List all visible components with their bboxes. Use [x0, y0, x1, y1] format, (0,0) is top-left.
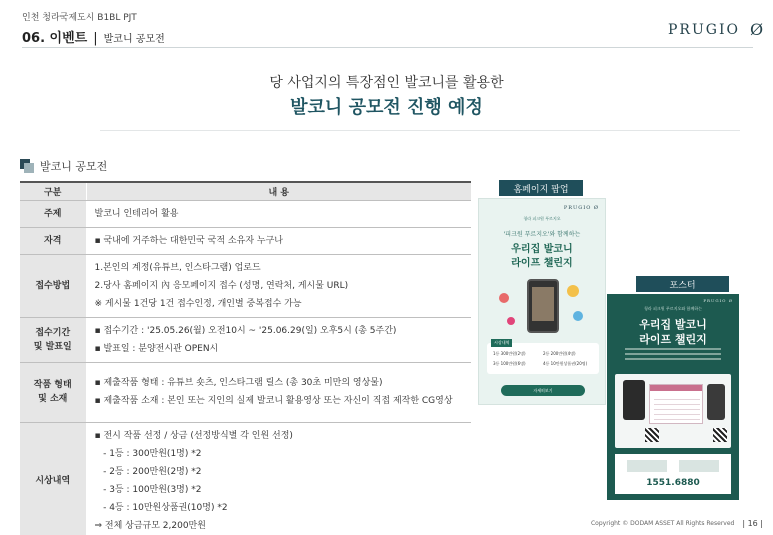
- row-label-text: 시상내역: [35, 475, 71, 486]
- row-label-text: 작품 형태: [33, 380, 72, 390]
- prize-item: 2등 200만원(4명): [543, 351, 576, 356]
- web-popup-detail-button[interactable]: 자세히보기: [501, 385, 585, 396]
- row-line: - 2등 : 200만원(2명) *2: [94, 466, 202, 477]
- row-label-text: 및 소재: [38, 394, 68, 404]
- web-popup-logo: PRUGIO Ø: [563, 205, 599, 211]
- web-popup-illustration: [497, 277, 589, 335]
- row-content-format: [86, 362, 471, 422]
- section-separator: |: [93, 31, 98, 46]
- row-content-topic: [86, 200, 471, 227]
- logo-mark-icon: Ø: [749, 20, 766, 39]
- footer: [591, 519, 763, 528]
- headline-subtitle: 당 사업지의 특장점인 발코니를 활용한: [269, 75, 504, 91]
- square-stack-icon: [20, 159, 34, 173]
- table-row: [20, 317, 471, 362]
- poster-preview: [607, 294, 739, 500]
- header-category: 구분: [20, 182, 86, 200]
- section-label-text: 발코니 공모전: [40, 160, 108, 173]
- poster-tag: 포스터: [636, 276, 729, 292]
- row-line: ▪ 접수기간 : '25.05.26(월) 오전10시 ~ '25.06.29(일) 오후5시 (총 5주간): [94, 325, 397, 336]
- prize-item: 1등 300만원(2명): [493, 351, 526, 356]
- row-content-eligibility: [86, 227, 471, 254]
- row-line: - 3등 : 100만원(3명) *2: [94, 484, 202, 495]
- row-content-method: [86, 254, 471, 317]
- table-row: [20, 422, 471, 535]
- project-name: 인천 청라국제도시 B1BL PJT: [22, 13, 137, 23]
- web-popup-prize-box: [487, 340, 599, 374]
- copyright-text: Copyright © DODAM ASSET All Rights Reserved: [590, 520, 735, 527]
- row-label-method: [20, 254, 86, 317]
- phone-illustration: [527, 279, 559, 333]
- web-popup-preview: [478, 198, 606, 405]
- table-row: [20, 200, 471, 227]
- row-line: ⇒ 전체 상금규모 2,200만원: [94, 520, 206, 531]
- thumbs-up-bubble-icon: [567, 285, 579, 297]
- row-label-text: 및 발표일: [33, 341, 72, 352]
- row-label-text: 접수기간: [35, 327, 71, 338]
- prugio-logo: [668, 20, 765, 39]
- row-label-text: 자격: [44, 235, 62, 246]
- row-label-period: [20, 317, 86, 362]
- row-content-period: [86, 317, 471, 362]
- row-line: 발코니 인테리어 활용: [94, 208, 179, 219]
- headline-title: 발코니 공모전 진행 예정: [290, 97, 483, 118]
- poster-logo: PRUGIO Ø: [703, 298, 733, 303]
- row-label-topic: [20, 200, 86, 227]
- contest-info-table: [20, 181, 471, 535]
- chat-bubble-icon: [573, 311, 583, 321]
- row-line: ▪ 발표일 : 분양전시관 OPEN시: [94, 343, 219, 354]
- row-line: 1.본인의 계정(유튜브, 인스타그램) 업로드: [94, 262, 261, 273]
- poster-caption-box: [627, 460, 667, 472]
- section-name: 발코니 공모전: [103, 34, 165, 45]
- row-label-awards: [20, 422, 86, 535]
- poster-bottom-panel: [615, 454, 731, 494]
- poster-small-text: 청라 피크원 푸르지오와 함께하는: [644, 306, 702, 311]
- row-content-awards: [86, 422, 471, 535]
- page-number: | 16 |: [742, 519, 763, 528]
- heart-bubble-icon: [499, 293, 509, 303]
- prize-item: 3등 100만원(6명): [493, 361, 526, 366]
- table-header-row: [20, 182, 471, 200]
- web-popup-subtitle: '피크원 푸르지오'와 함께하는: [503, 231, 581, 238]
- row-line: ▪ 국내에 거주하는 대한민국 국적 소유자 누구나: [94, 235, 283, 246]
- header-content: 내 용: [86, 182, 471, 200]
- section-number: 06. 이벤트: [22, 31, 88, 46]
- row-line: ▪ 전시 작품 선정 / 상금 (선정방식별 각 인원 선정): [94, 430, 293, 441]
- row-line: - 1등 : 300만원(1명) *2: [94, 448, 202, 459]
- row-line: ▪ 제출작품 소재 : 본인 또는 지인의 실제 발코니 활용영상 또는 자신이 직접 제작한 CG영상: [94, 396, 453, 406]
- web-popup-title-line2: 라이프 챌린지: [511, 258, 573, 269]
- row-label-format: [20, 362, 86, 422]
- qr-code-icon: [645, 428, 659, 442]
- web-popup-small-text: 청라 피크원 푸르지오: [523, 216, 561, 221]
- table-row: [20, 227, 471, 254]
- poster-title-line1: 우리집 발코니: [639, 318, 707, 331]
- row-label-text: 주제: [44, 208, 62, 219]
- poster-info-panel: [615, 374, 731, 448]
- web-popup-prize-tag: 시상내역: [491, 339, 512, 347]
- poster-phone-number: 1551.6880: [646, 478, 700, 488]
- poster-title-line2: 라이프 챌린지: [639, 333, 707, 346]
- row-line: ※ 게시물 1건당 1건 접수인정, 개인별 중복접수 가능: [94, 298, 302, 309]
- like-bubble-icon: [507, 317, 515, 325]
- row-label-eligibility: [20, 227, 86, 254]
- poster-body-text: [625, 348, 721, 366]
- prize-item: 4등 10만원상품권(20명): [543, 361, 588, 366]
- row-label-text: 접수방법: [35, 280, 71, 291]
- header-divider: [22, 47, 753, 48]
- logo-text: PRUGIO: [668, 21, 740, 38]
- qr-code-icon: [713, 428, 727, 442]
- row-line: ▪ 제출작품 형태 : 유튜브 숏츠, 인스타그램 릴스 (총 30초 미만의 영상물): [94, 378, 383, 388]
- row-line: - 4등 : 10만원상품권(10명) *2: [94, 502, 228, 513]
- phone-illustration: [623, 380, 645, 420]
- table-row: [20, 254, 471, 317]
- section-label: [20, 158, 107, 174]
- row-line: 2.당사 홈페이지 內 응모페이지 접수 (성명, 연락처, 게시물 URL): [94, 280, 349, 291]
- poster-caption-box: [679, 460, 719, 472]
- web-popup-tag: 홈페이지 팝업: [499, 180, 583, 196]
- headline-divider: [100, 130, 740, 131]
- table-row: [20, 362, 471, 422]
- web-popup-title-line1: 우리집 발코니: [511, 244, 573, 255]
- phone-illustration: [707, 384, 725, 420]
- poster-prize-table: [649, 384, 703, 424]
- prize-row: [493, 351, 593, 357]
- prize-row: [493, 361, 593, 367]
- section-header: [22, 27, 165, 46]
